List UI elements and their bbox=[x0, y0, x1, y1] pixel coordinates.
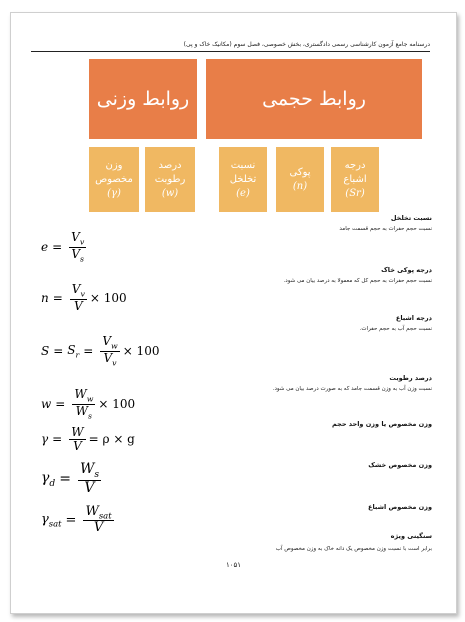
document-page bbox=[10, 12, 457, 614]
unit-weight-line2: مخصوص bbox=[95, 173, 133, 185]
page-number: ۱۰۵۱ bbox=[225, 561, 242, 569]
formula-e-lhs: e bbox=[41, 240, 49, 255]
saturation-desc: نسبت حجم آب به حجم حفرات. bbox=[359, 326, 432, 332]
saturation-title: درجه اشباع bbox=[395, 314, 432, 322]
unit-weight-box bbox=[89, 147, 139, 212]
water-content-symbol: (w) bbox=[161, 187, 179, 199]
porosity-desc: نسبت حجم حفرات به حجم کل که معمولا به درصد بیان می شود. bbox=[283, 278, 432, 284]
formula-gd-num: $W_s$ bbox=[79, 461, 99, 480]
formula-s-den: $V_v$ bbox=[103, 350, 117, 367]
formula-s-lhs: S bbox=[41, 344, 50, 359]
saturation-box bbox=[331, 147, 379, 212]
saturation-symbol: (Sr) bbox=[345, 187, 365, 199]
specific-gravity-title: سنگینی ویژه bbox=[390, 532, 432, 540]
formula-s-num: $V_w$ bbox=[102, 334, 118, 351]
formula-gs-lhs: $\gamma_{sat}$ bbox=[41, 511, 62, 529]
water-content-desc: نسبت وزن آب به وزن قسمت جامد که به صورت درصد بیان می شود. bbox=[272, 386, 432, 392]
formula-gs-num: $W_{sat}$ bbox=[85, 504, 112, 521]
water-content-box bbox=[145, 147, 195, 212]
formula-g-tail: = ρ × g bbox=[88, 432, 135, 447]
page-header: درسنامه جامع آزمون کارشناسی رسمی دادگستری، بخش خصوصی، فصل سوم (مکانیک خاک و پی) bbox=[31, 41, 430, 52]
saturation-line2: اشباع bbox=[343, 173, 367, 185]
void-ratio-desc: نسبت حجم حفرات به حجم قسمت جامد bbox=[339, 226, 432, 232]
saturation-line1: درجه bbox=[344, 159, 366, 171]
formula-n-tail: × 100 bbox=[89, 290, 127, 305]
unit-weight-formula: γ = $\frac{W}{V}$ = ρ × g bbox=[41, 425, 135, 453]
formula-g-den: V bbox=[73, 438, 82, 453]
unit-weight-title: وزن مخصوص یا وزن واحد حجم bbox=[332, 420, 432, 428]
void-ratio-title: نسبت تخلخل bbox=[390, 214, 432, 222]
porosity-box bbox=[276, 147, 324, 212]
porosity-title: درجه پوکی خاک bbox=[381, 266, 432, 274]
formula-s-mid: $S_r$ bbox=[67, 342, 80, 360]
saturation-formula: S = $S_r$ = $\frac{V_w}{V_v}$ × 100 bbox=[41, 334, 160, 367]
water-content-line2: رطوبت bbox=[154, 173, 186, 185]
formula-s-tail: × 100 bbox=[122, 344, 160, 359]
void-ratio-line2: تخلخل bbox=[229, 173, 257, 185]
dry-unit-weight-title: وزن مخصوص خشک bbox=[368, 461, 432, 469]
formula-g-lhs: γ bbox=[41, 432, 49, 447]
volume-relations-box: روابط حجمی bbox=[206, 59, 422, 139]
formula-e-den: $V_s$ bbox=[71, 246, 85, 263]
weight-relations-box: روابط وزنی bbox=[89, 59, 197, 139]
formula-w-den: $W_s$ bbox=[75, 403, 93, 420]
sat-unit-weight-formula: $\gamma_{sat}$ = $\frac{W_{sat}}{V}$ bbox=[41, 504, 112, 536]
porosity-line1: پوکی bbox=[289, 166, 311, 178]
water-content-title: درصد رطوبت bbox=[389, 374, 432, 382]
unit-weight-symbol: (γ) bbox=[107, 187, 121, 199]
formula-n-den: V bbox=[74, 298, 83, 313]
formula-gs-den: V bbox=[93, 520, 104, 536]
unit-weight-line1: وزن bbox=[105, 159, 123, 171]
specific-gravity-desc: برابر است با نسبت وزن مخصوص یک دانه خاک به وزن مخصوص آب bbox=[275, 546, 432, 552]
formula-w-tail: × 100 bbox=[98, 397, 136, 412]
formula-gd-lhs: $\gamma_d$ bbox=[41, 469, 56, 489]
formula-e-num: $V_v$ bbox=[71, 230, 85, 247]
water-content-line1: درصد bbox=[158, 159, 182, 171]
sat-unit-weight-title: وزن مخصوص اشباع bbox=[368, 503, 432, 511]
void-ratio-formula: e = $\frac{V_v}{V_s}$ bbox=[41, 230, 85, 263]
porosity-formula: n = $\frac{V_v}{V}$ × 100 bbox=[41, 282, 127, 313]
formula-w-num: $W_w$ bbox=[74, 387, 94, 404]
void-ratio-line1: نسبت bbox=[230, 159, 256, 171]
water-content-formula: w = $\frac{W_w}{W_s}$ × 100 bbox=[41, 387, 136, 420]
formula-n-num: $V_v$ bbox=[71, 282, 85, 299]
void-ratio-box bbox=[219, 147, 267, 212]
formula-g-num: W bbox=[71, 425, 84, 439]
formula-gd-den: V bbox=[84, 480, 95, 497]
porosity-symbol: (n) bbox=[292, 180, 308, 192]
formula-n-lhs: n bbox=[41, 290, 49, 305]
dry-unit-weight-formula: $\gamma_d$ = $\frac{W_s}{V}$ bbox=[41, 461, 99, 497]
formula-w-lhs: w bbox=[41, 397, 52, 412]
void-ratio-symbol: (e) bbox=[236, 187, 250, 199]
